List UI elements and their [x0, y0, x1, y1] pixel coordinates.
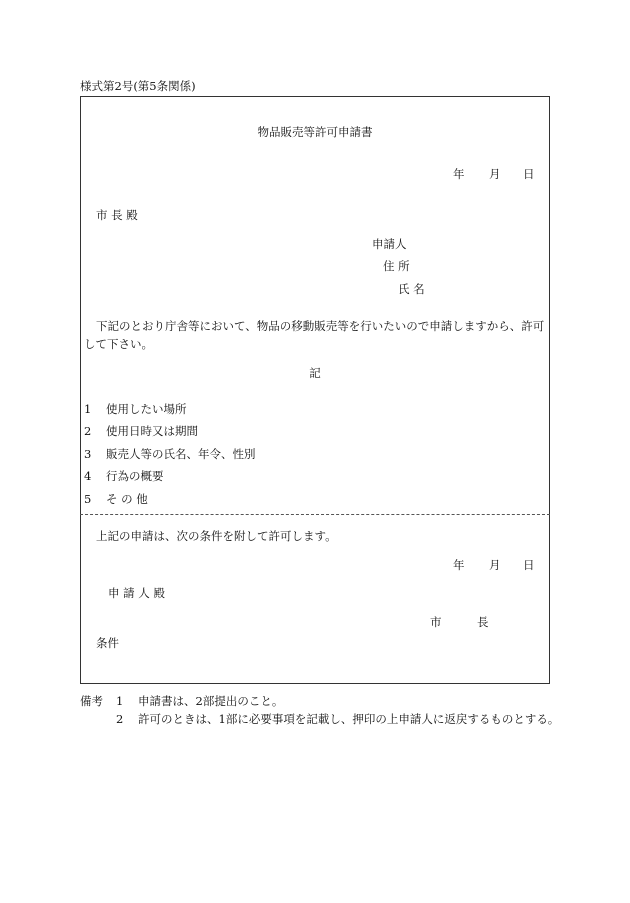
list-item: 2 使用日時又は期間 [84, 424, 198, 438]
list-item: 5 そ の 他 [84, 492, 148, 506]
mayor-chief: 長 [477, 615, 489, 629]
date-top-year: 年 [453, 167, 465, 181]
applicant-label: 申請人 [372, 237, 407, 251]
mayor-city: 市 [430, 615, 442, 629]
form-label: 様式第2号(第5条関係) [80, 79, 196, 93]
date-top-month: 月 [489, 167, 501, 181]
date-bottom-day: 日 [523, 558, 535, 572]
date-bottom-year: 年 [453, 558, 465, 572]
request-text: 下記のとおり庁舎等において、物品の移動販売等を行いたいので申請しますから、許可して下さい。 [84, 319, 545, 351]
dashed-divider [80, 514, 550, 515]
applicant-name-label: 氏 名 [398, 282, 425, 296]
date-top-day: 日 [523, 167, 535, 181]
form-title: 物品販売等許可申請書 [257, 125, 373, 139]
remarks-label: 備考 [80, 694, 103, 708]
list-item: 3 販売人等の氏名、年令、性別 [84, 447, 256, 461]
conditions-label: 条件 [96, 636, 119, 650]
applicant-address-label: 住 所 [383, 259, 410, 273]
list-item: 1 使用したい場所 [84, 402, 187, 416]
addressee-mayor: 市 長 殿 [96, 208, 138, 222]
approval-text: 上記の申請は、次の条件を附して許可します。 [96, 529, 337, 543]
remark-note: 1 申請書は、2部提出のこと。 [116, 694, 284, 708]
list-item: 4 行為の概要 [84, 469, 164, 483]
remark-note: 2 許可のときは、1部に必要事項を記載し、押印の上申請人に返戻するものとする。 [116, 712, 560, 726]
addressee-applicant: 申 請 人 殿 [108, 586, 165, 600]
date-bottom-month: 月 [489, 558, 501, 572]
ki-heading: 記 [309, 366, 321, 380]
